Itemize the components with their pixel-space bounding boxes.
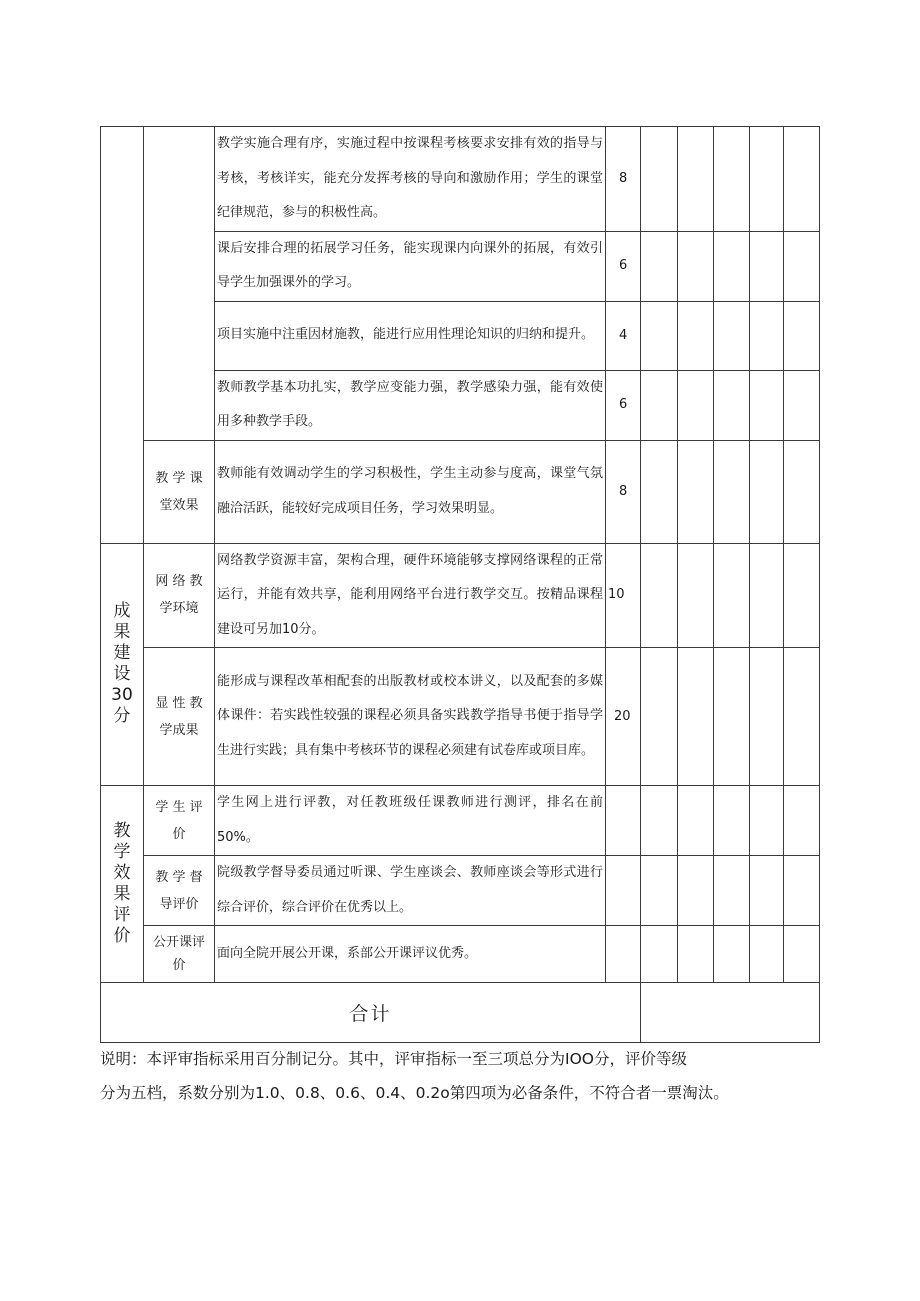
subcategory-line: 显 性 教: [155, 695, 203, 711]
grade-cell[interactable]: [714, 856, 750, 926]
category-char: 果: [113, 622, 131, 643]
subcategory-line: 公开课评: [152, 935, 205, 950]
note-line: 分为五档，系数分别为1.0、0.8、0.6、0.4、0.2o第四项为必备条件，不符合者一票淘汰。: [100, 1084, 729, 1102]
table-row: [101, 926, 820, 983]
grade-cell[interactable]: [750, 301, 784, 370]
grade-cell[interactable]: [750, 231, 784, 301]
criterion-score: 8: [606, 127, 641, 232]
table-row: [101, 440, 820, 543]
category-char: 成: [113, 601, 131, 622]
grade-cell[interactable]: [714, 370, 750, 440]
note-line: 说明：本评审指标采用百分制记分。其中，评审指标一至三项总分为IOO分，评价等级: [100, 1050, 687, 1068]
criterion-score: [606, 926, 641, 983]
grade-cell[interactable]: [714, 127, 750, 232]
grade-cell[interactable]: [678, 370, 714, 440]
subcategory-line: 学成果: [159, 722, 199, 738]
grade-cell[interactable]: [641, 856, 678, 926]
category-char: 学: [113, 842, 131, 862]
criterion-score: 6: [606, 231, 641, 301]
grade-cell[interactable]: [678, 856, 714, 926]
grade-cell[interactable]: [641, 301, 678, 370]
category-char: 设: [113, 664, 131, 685]
criterion-description: 网络教学资源丰富，架构合理，硬件环境能够支撑网络课程的正常运行，并能有效共享，能利用网络平台进行教学交互。按精品课程建设可另加10分。: [215, 543, 606, 648]
category-char: 果: [113, 884, 131, 904]
category-char: 效: [113, 863, 131, 883]
criterion-description: 教师能有效调动学生的学习积极性，学生主动参与度高，课堂气氛融洽活跃，能较好完成项目任务，学习效果明显。: [215, 440, 606, 543]
grade-cell[interactable]: [750, 543, 784, 648]
criterion-description: 课后安排合理的拓展学习任务，能实现课内向课外的拓展，有效引导学生加强课外的学习。: [215, 231, 606, 301]
table-row: [101, 786, 820, 856]
subcategory-label: [144, 440, 215, 543]
subcategory-cell-continued: [144, 127, 215, 441]
subcategory-line: 教 学 督: [155, 869, 203, 885]
category-char: 建: [113, 643, 131, 664]
total-label: 合计: [101, 983, 641, 1043]
criterion-description: 项目实施中注重因材施教，能进行应用性理论知识的归纳和提升。: [215, 301, 606, 370]
criterion-score: [606, 856, 641, 926]
grade-cell[interactable]: [678, 543, 714, 648]
grade-cell[interactable]: [678, 231, 714, 301]
criterion-description: 院级教学督导委员通过听课、学生座谈会、教师座谈会等形式进行综合评价，综合评价在优秀以上。: [215, 856, 606, 926]
grade-cell[interactable]: [641, 543, 678, 648]
grade-cell[interactable]: [784, 370, 820, 440]
category-cell-continued: [101, 127, 144, 544]
evaluation-table: [100, 126, 820, 1043]
grade-cell[interactable]: [784, 786, 820, 856]
category-char: 价: [113, 926, 131, 946]
grade-cell[interactable]: [784, 648, 820, 786]
criterion-description: 教学实施合理有序，实施过程中按课程考核要求安排有效的指导与考核，考核详实，能充分发挥考核的导向和激励作用；学生的课堂纪律规范，参与的积极性高。: [215, 127, 606, 232]
subcategory-label: [144, 856, 215, 926]
grade-cell[interactable]: [784, 926, 820, 983]
criterion-score: 4: [606, 301, 641, 370]
table-row: [101, 543, 820, 648]
grade-cell[interactable]: [750, 440, 784, 543]
grade-cell[interactable]: [678, 440, 714, 543]
grade-cell[interactable]: [641, 440, 678, 543]
grade-cell[interactable]: [641, 786, 678, 856]
subcategory-line: 价: [172, 958, 186, 973]
grade-cell[interactable]: [641, 926, 678, 983]
subcategory-label: [144, 648, 215, 786]
total-row: [101, 983, 820, 1043]
subcategory-line: 价: [172, 826, 186, 842]
criterion-description: 教师教学基本功扎实，教学应变能力强，教学感染力强，能有效使用多种教学手段。: [215, 370, 606, 440]
grade-cell[interactable]: [784, 856, 820, 926]
table-row: [101, 856, 820, 926]
subcategory-line: 导评价: [159, 896, 199, 912]
grade-cell[interactable]: [714, 231, 750, 301]
subcategory-line: 学环境: [159, 601, 199, 617]
criterion-score: 6: [606, 370, 641, 440]
criterion-description: 学生网上进行评教，对任教班级任课教师进行测评，排名在前50%。: [215, 786, 606, 856]
category-label: [101, 786, 144, 983]
grade-cell[interactable]: [784, 127, 820, 232]
criterion-score: 20: [606, 648, 641, 786]
grade-cell[interactable]: [750, 786, 784, 856]
total-value-cell[interactable]: [641, 983, 820, 1043]
grade-cell[interactable]: [750, 370, 784, 440]
grade-cell[interactable]: [714, 648, 750, 786]
grade-cell[interactable]: [678, 127, 714, 232]
subcategory-line: 网 络 教: [155, 574, 203, 590]
grade-cell[interactable]: [714, 543, 750, 648]
subcategory-label: [144, 926, 215, 983]
subcategory-line: 教 学 课: [155, 470, 203, 486]
grade-cell[interactable]: [750, 648, 784, 786]
subcategory-label: [144, 786, 215, 856]
grade-cell[interactable]: [678, 301, 714, 370]
subcategory-line: 学 生 评: [155, 799, 203, 815]
grade-cell[interactable]: [784, 301, 820, 370]
category-char: 评: [113, 905, 131, 925]
table-row: [101, 648, 820, 786]
category-label: [101, 543, 144, 786]
grade-cell[interactable]: [641, 648, 678, 786]
criterion-score: 10: [606, 543, 641, 648]
subcategory-line: 堂效果: [159, 497, 199, 513]
grade-cell[interactable]: [714, 301, 750, 370]
grade-cell[interactable]: [784, 440, 820, 543]
table-row: [101, 127, 820, 232]
criterion-score: [606, 786, 641, 856]
criterion-score: 8: [606, 440, 641, 543]
category-char: 教: [113, 821, 131, 841]
grade-cell[interactable]: [678, 926, 714, 983]
criterion-description: 能形成与课程改革相配套的出版教材或校本讲义，以及配套的多媒体课件：若实践性较强的课程必须具备实践教学指导书便于指导学生进行实践；具有集中考核环节的课程必须建有试卷库或项目库。: [215, 648, 606, 786]
grade-cell[interactable]: [750, 926, 784, 983]
grade-cell[interactable]: [714, 440, 750, 543]
explanatory-note: [100, 1042, 825, 1110]
category-char: 30: [111, 685, 133, 706]
grade-cell[interactable]: [641, 370, 678, 440]
grade-cell[interactable]: [750, 127, 784, 232]
grade-cell[interactable]: [784, 543, 820, 648]
subcategory-label: [144, 543, 215, 648]
grade-cell[interactable]: [750, 856, 784, 926]
category-char: 分: [113, 706, 131, 727]
grade-cell[interactable]: [714, 786, 750, 856]
criterion-description: 面向全院开展公开课，系部公开课评议优秀。: [215, 926, 606, 983]
grade-cell[interactable]: [714, 926, 750, 983]
grade-cell[interactable]: [784, 231, 820, 301]
grade-cell[interactable]: [678, 786, 714, 856]
grade-cell[interactable]: [641, 127, 678, 232]
grade-cell[interactable]: [678, 648, 714, 786]
grade-cell[interactable]: [641, 231, 678, 301]
